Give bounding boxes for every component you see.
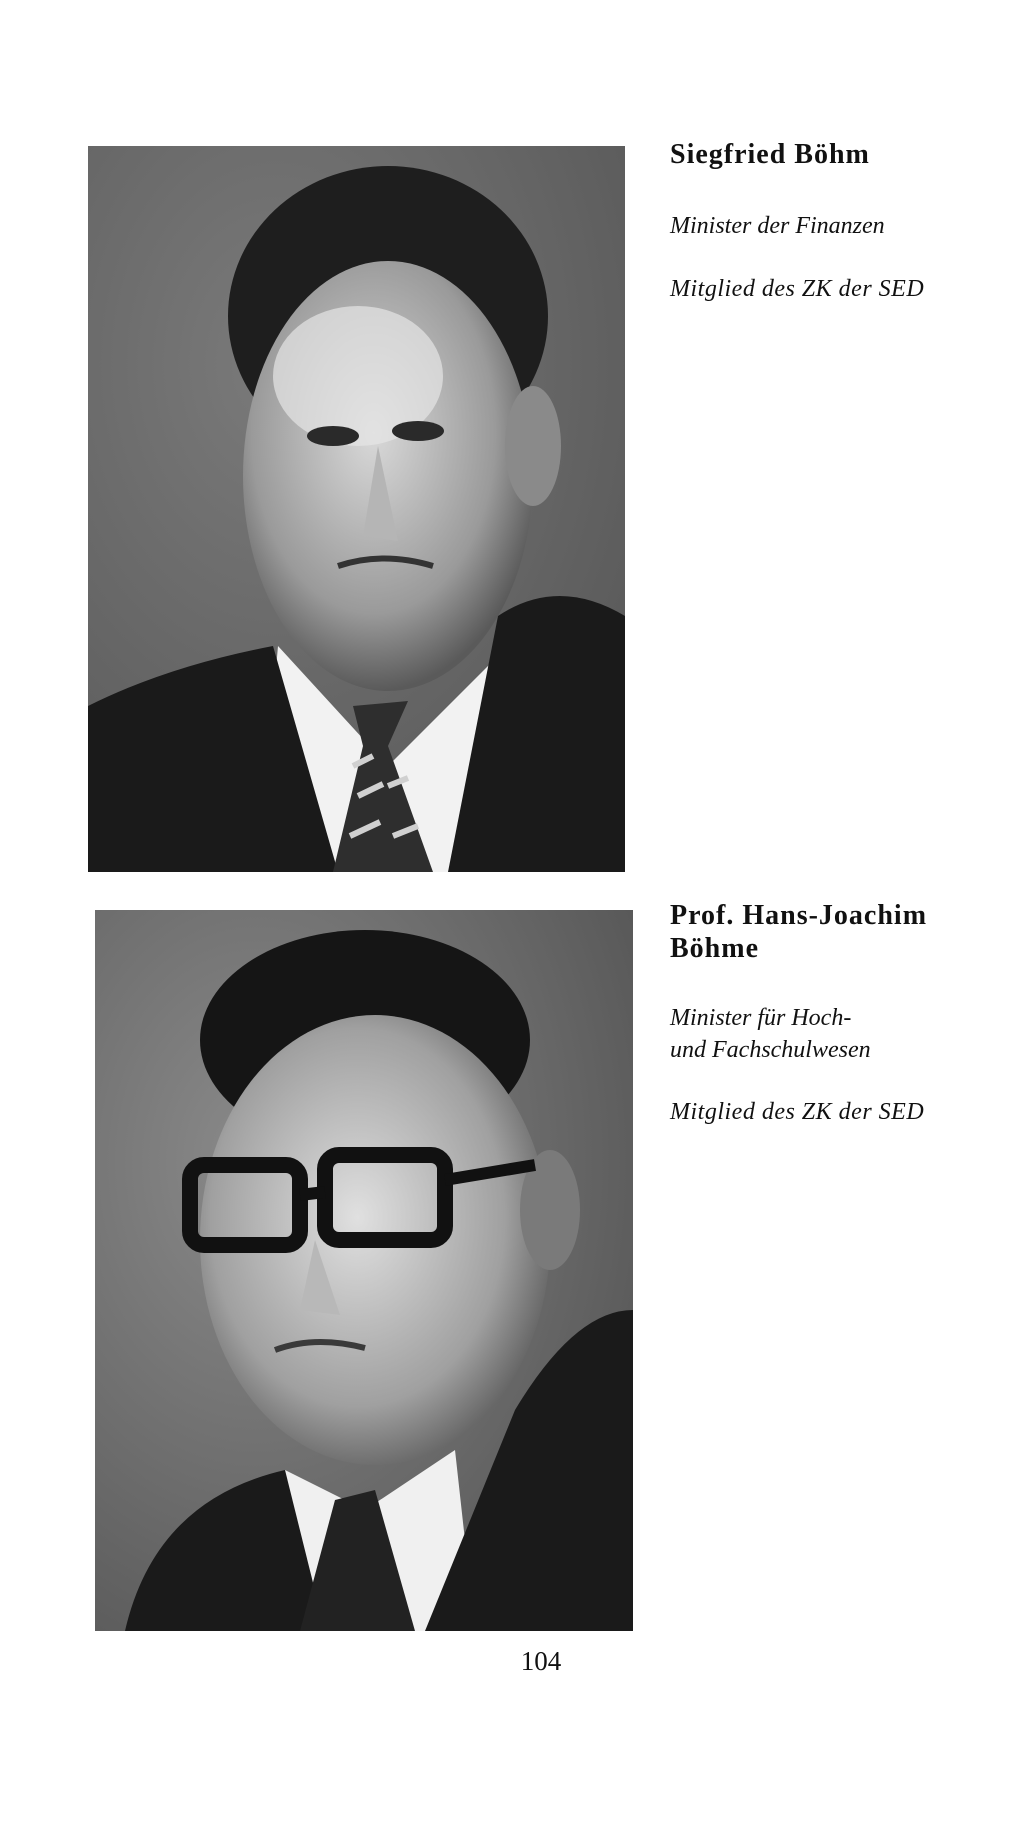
person-membership: Mitglied des ZK der SED [670, 1099, 925, 1125]
portrait-image [95, 910, 633, 1631]
person-name: Siegfried Böhm [670, 139, 870, 170]
person-name: Prof. Hans-Joachim Böhme [670, 900, 928, 964]
person-membership: Mitglied des ZK der SED [670, 276, 925, 302]
page-number: 104 [520, 1646, 562, 1676]
portrait-photo-siegfried-boehm [88, 146, 625, 872]
caption-hans-joachim-boehme [670, 899, 1000, 1128]
person-role: Minister für Hoch- und Fachschulwesen [670, 1005, 871, 1063]
portrait-image [88, 146, 625, 872]
portrait-photo-hans-joachim-boehme [95, 910, 633, 1631]
person-role: Minister der Finanzen [670, 213, 885, 239]
caption-siegfried-boehm [670, 138, 1000, 305]
